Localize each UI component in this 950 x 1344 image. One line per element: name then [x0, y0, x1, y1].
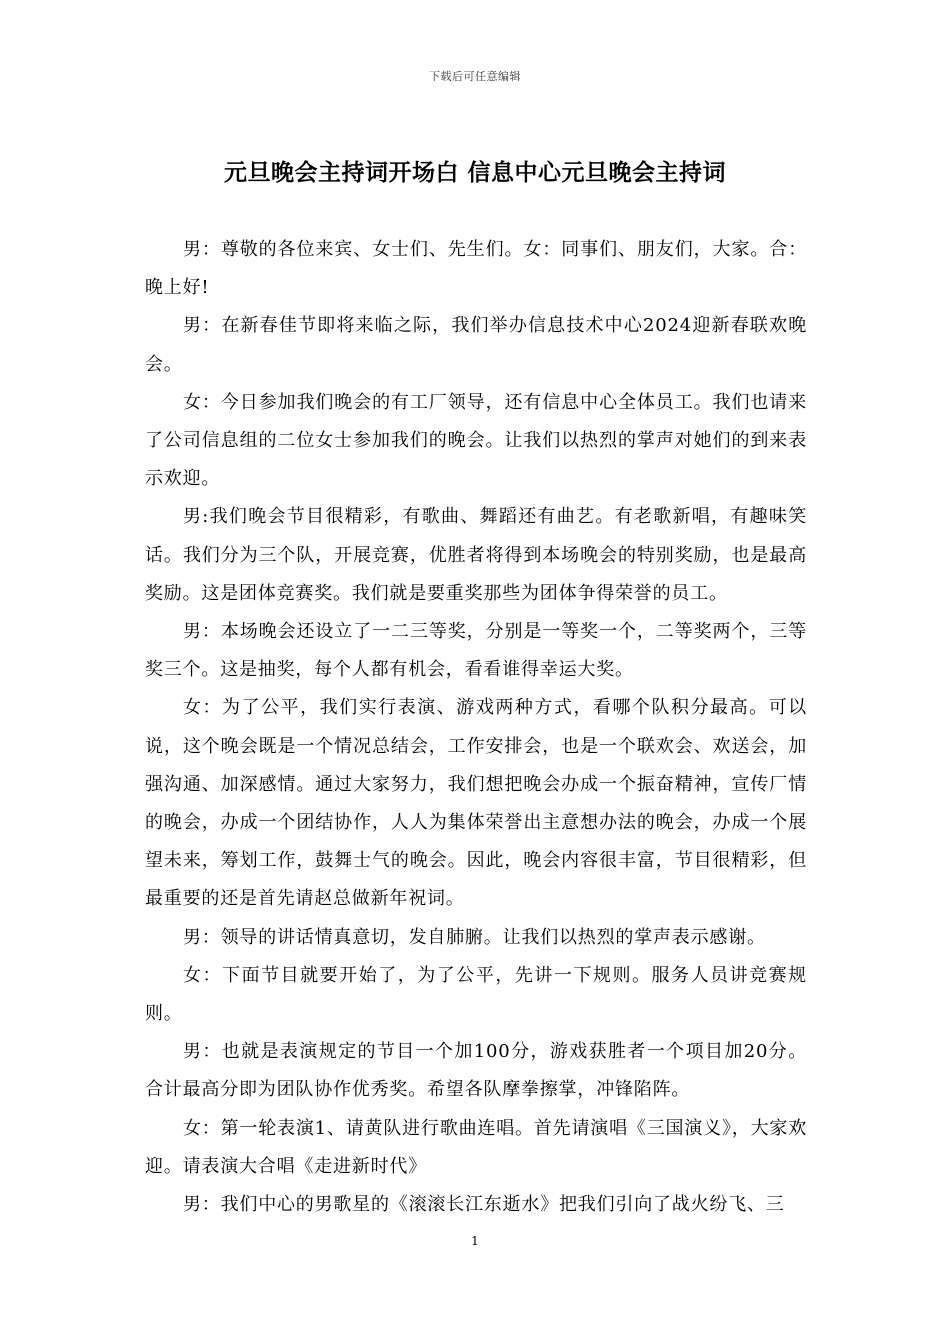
paragraph: 女：为了公平，我们实行表演、游戏两种方式，看哪个队积分最高。可以说，这个晚会既是一个情况总结会，工作安排会，也是一个联欢会、欢送会，加强沟通、加深感情。通过大家努力，我们想把晚会办成一个振奋精神，宣传厂情的晚会，办成一个团结协作，人人为集体荣誉出主意想办法的晚会，办成一个展望未来，筹划工作，鼓舞士气的晚会。因此，晚会内容很丰富，节目很精彩，但最重要的还是首先请赵总做新年祝词。 [145, 697, 807, 910]
paragraph: 男：也就是表演规定的节目一个加100分，游戏获胜者一个项目加20分。合计最高分即为团队协作优秀奖。希望各队摩拳擦掌，冲锋陷阵。 [145, 1041, 807, 1101]
document-title: 元旦晚会主持词开场白 信息中心元旦晚会主持词 [223, 159, 726, 186]
paragraph: 男：我们中心的男歌星的《滚滚长江东逝水》把我们引向了战火纷飞、三 [183, 1194, 785, 1216]
paragraph: 男：领导的讲话情真意切，发自肺腑。让我们以热烈的掌声表示感谢。 [183, 926, 766, 948]
paragraph: 男：尊敬的各位来宾、女士们、先生们。女：同事们、朋友们，大家。合：晚上好! [145, 239, 807, 299]
paragraph: 女：今日参加我们晚会的有工厂领导，还有信息中心全体员工。我们也请来了公司信息组的二位女士参加我们的晚会。让我们以热烈的掌声对她们的到来表示欢迎。 [145, 391, 807, 490]
paragraph: 男:我们晚会节目很精彩，有歌曲、舞蹈还有曲艺。有老歌新唱，有趣味笑话。我们分为三个队，开展竞赛，优胜者将得到本场晚会的特别奖励，也是最高奖励。这是团体竞赛奖。我们就是要重奖那些为团体争得荣誉的员工。 [145, 506, 807, 604]
paragraph: 男：本场晚会还设立了一二三等奖，分别是一等奖一个，二等奖两个，三等奖三个。这是抽奖，每个人都有机会，看看谁得幸运大奖。 [145, 621, 807, 681]
paragraph: 女：第一轮表演1、请黄队进行歌曲连唱。首先请演唱《三国演义》，大家欢迎。请表演大合唱《走进新时代》 [145, 1117, 807, 1177]
document-body [145, 231, 807, 1224]
page-header-note: 下载后可任意编辑 [429, 70, 521, 83]
paragraph: 女：下面节目就要开始了，为了公平，先讲一下规则。服务人员讲竞赛规则。 [145, 964, 807, 1025]
page-number: 1 [471, 1234, 479, 1248]
paragraph: 男：在新春佳节即将来临之际，我们举办信息技术中心2024迎新春联欢晚会。 [145, 315, 807, 375]
